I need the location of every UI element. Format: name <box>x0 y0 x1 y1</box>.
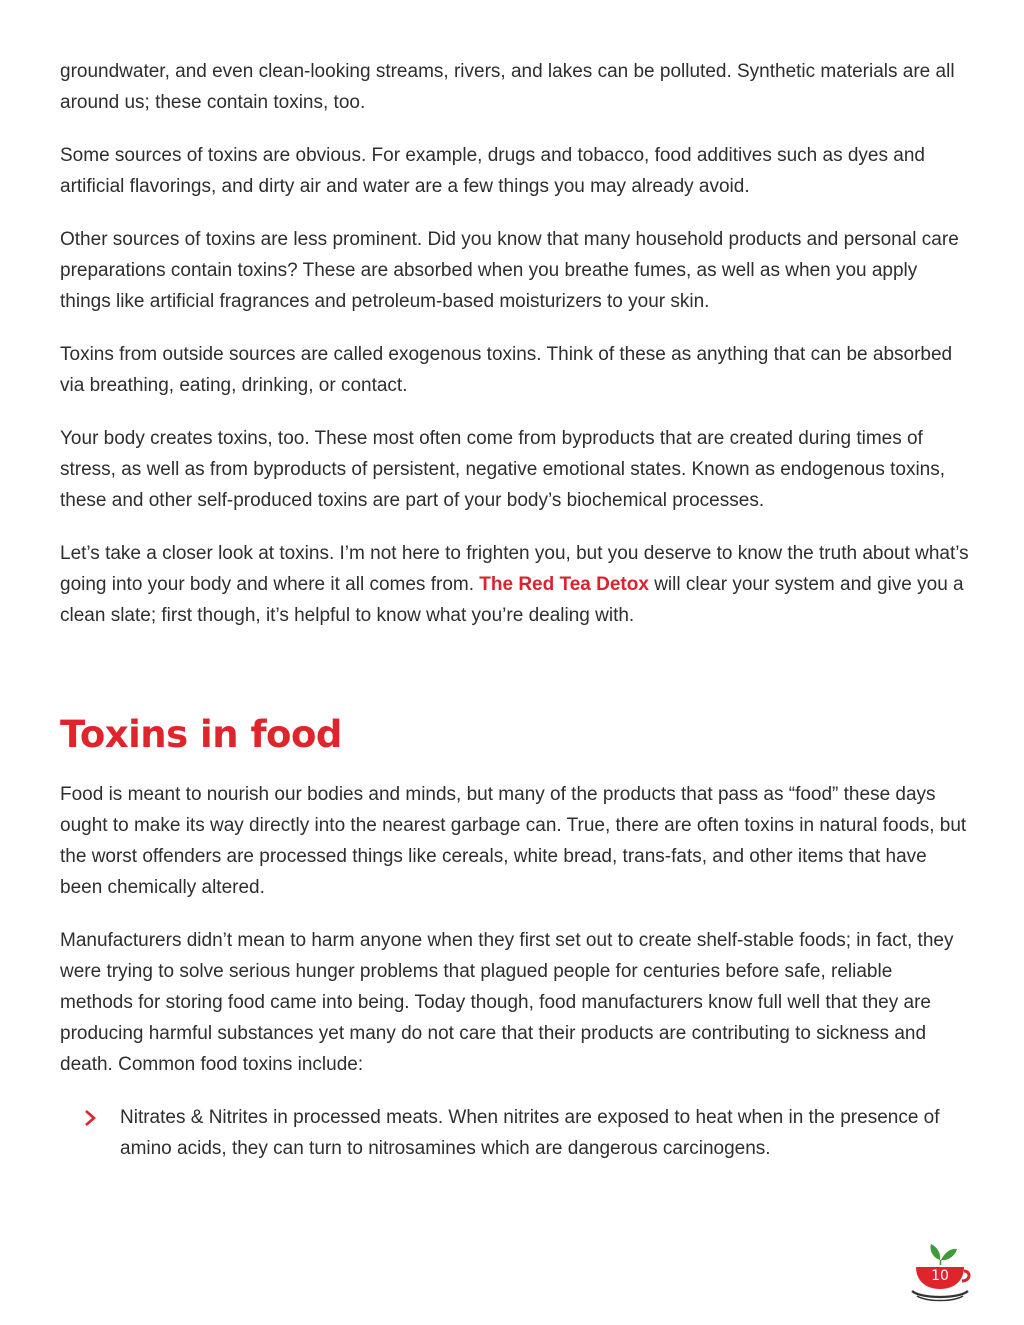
text-segment: will clear your system and give you a clean slate; first though, it’s helpful to know what you’re dealing with. <box>60 574 964 626</box>
paragraph-closer-look <box>60 538 970 631</box>
chevron-right-icon <box>84 1110 96 1126</box>
list-item <box>60 1102 970 1164</box>
paragraph: Some sources of toxins are obvious. For example, drugs and tobacco, food additives such as dyes and artificial flavorings, and dirty air and water are a few things you may already avoid. <box>60 145 925 197</box>
text-segment: Let’s take a closer look at toxins. I’m not here to frighten you, but you deserve to know the truth about what’s going into your body and where it all comes from. <box>60 543 969 595</box>
list-item-text: Nitrates & Nitrites in processed meats. When nitrites are exposed to heat when in the presence of amino acids, they can turn to nitrosamines which are dangerous carcinogens. <box>120 1107 940 1159</box>
page-content <box>60 56 970 1164</box>
page-number: 10 <box>931 1268 949 1284</box>
paragraph: groundwater, and even clean-looking streams, rivers, and lakes can be polluted. Synthetic materials are all around us; these contain toxins, too. <box>60 61 955 113</box>
section-heading: Toxins in food <box>60 713 342 756</box>
paragraph: Manufacturers didn’t mean to harm anyone when they first set out to create shelf-stable foods; in fact, they were trying to solve serious hunger problems that plagued people for centuries before safe, reliable methods for storing food came into being. Today though, food manufacturers know full well that they are producing harmful substances yet many do not care that their products are contributing to sickness and death. Common food toxins include: <box>60 930 954 1075</box>
paragraph: Your body creates toxins, too. These most often come from byproducts that are created during times of stress, as well as from byproducts of persistent, negative emotional states. Known as endogenous toxins, these and other self-produced toxins are part of your body’s biochemical processes. <box>60 428 946 511</box>
toxin-list <box>60 1102 970 1164</box>
paragraph: Toxins from outside sources are called exogenous toxins. Think of these as anything that can be absorbed via breathing, eating, drinking, or contact. <box>60 344 953 396</box>
paragraph: Other sources of toxins are less prominent. Did you know that many household products and personal care preparations contain toxins? These are absorbed when you breathe fumes, as well as when you apply things like artificial fragrances and petroleum-based moisturizers to your skin. <box>60 229 959 312</box>
paragraph: Food is meant to nourish our bodies and minds, but many of the products that pass as “food” these days ought to make its way directly into the nearest garbage can. True, there are often toxins in natural foods, but the worst offenders are processed things like cereals, white bread, trans-fats, and other items that have been chemically altered. <box>60 784 967 898</box>
brand-highlight: The Red Tea Detox <box>479 574 649 595</box>
